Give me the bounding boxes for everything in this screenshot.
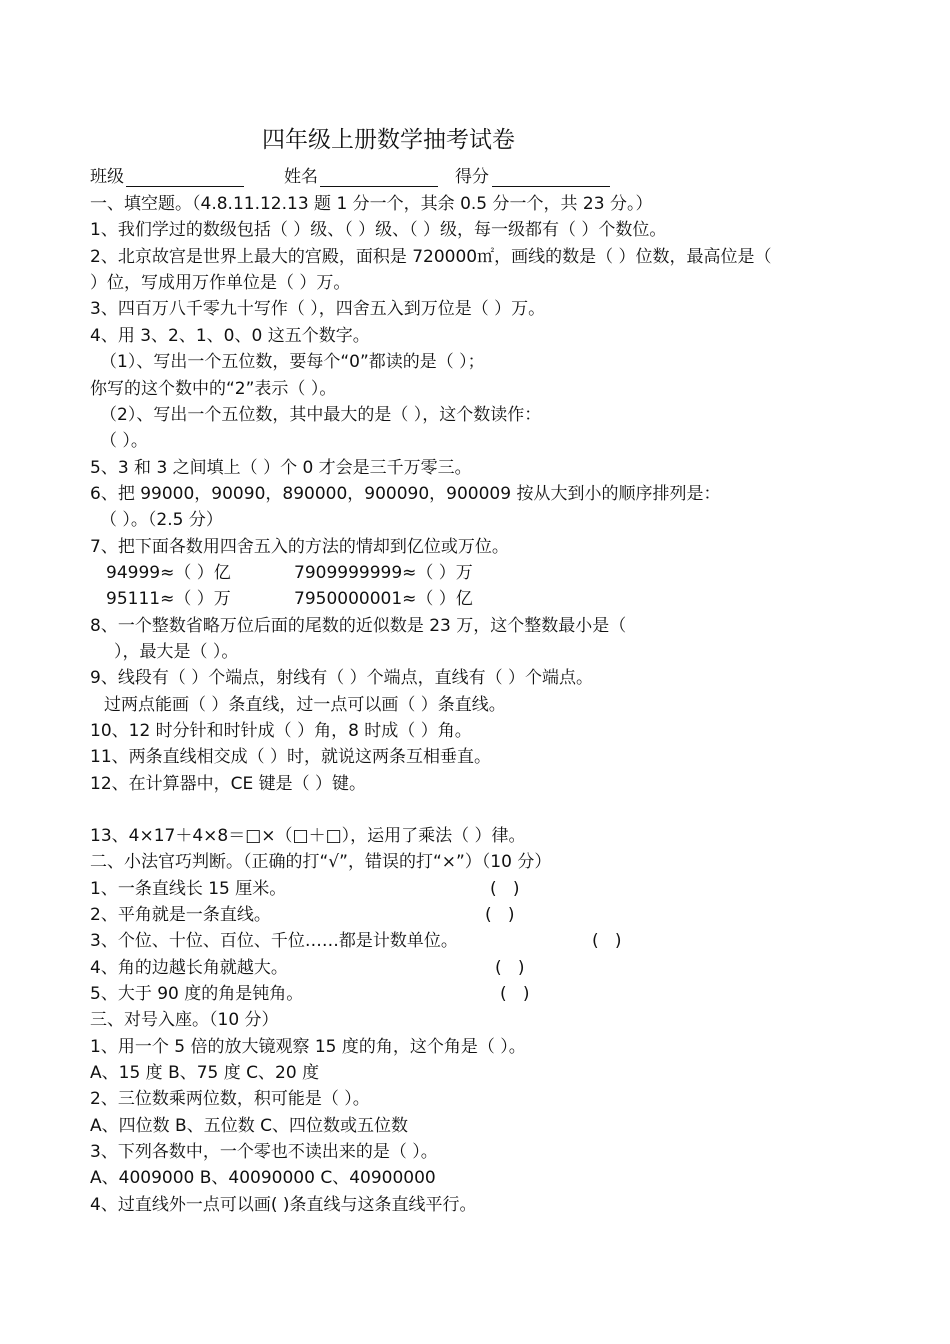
score-label: 得分 <box>455 167 489 187</box>
question-2-line2: ）位，写成用万作单位是（ ）万。 <box>90 273 351 293</box>
question-13: 13、4×17＋4×8＝□×（□＋□），运用了乘法（ ）律。 <box>90 826 526 846</box>
name-label: 姓名 <box>284 167 318 187</box>
question-2-line1: 2、北京故宫是世界上最大的宫殿，面积是 720000㎡，画线的数是（ ）位数，最高位是（ <box>90 247 772 267</box>
question-6-line2: （ ）。（2.5 分） <box>100 510 223 530</box>
question-11: 11、两条直线相交成（ ）时，就说这两条互相垂直。 <box>90 747 492 767</box>
class-label: 班级 <box>90 167 124 187</box>
judge-item-2: 2、平角就是一条直线。 <box>90 905 271 925</box>
question-7-item-1: 94999≈（ ）亿 <box>106 563 231 583</box>
name-blank[interactable] <box>320 186 438 187</box>
choice-question-4: 4、过直线外一点可以画( )条直线与这条直线平行。 <box>90 1195 477 1215</box>
question-5: 5、3 和 3 之间填上（ ）个 0 才会是三千万零三。 <box>90 458 472 478</box>
question-4-2-line1: （2）、写出一个五位数，其中最大的是（ ），这个数读作： <box>100 405 542 425</box>
page-title: 四年级上册数学抽考试卷 <box>262 127 515 153</box>
section2-heading: 二、小法官巧判断。（正确的打“√”，错误的打“×”）（10 分） <box>90 852 552 872</box>
judge-item-5: 5、大于 90 度的角是钝角。 <box>90 984 304 1004</box>
choice-options-2: A、四位数 B、五位数 C、四位数或五位数 <box>90 1116 408 1136</box>
question-7-item-4: 7950000001≈（ ）亿 <box>294 589 473 609</box>
score-blank[interactable] <box>492 186 610 187</box>
question-10: 10、12 时分针和时针成（ ）角，8 时成（ ）角。 <box>90 721 472 741</box>
question-8-line2: ），最大是（ ）。 <box>114 642 239 662</box>
question-4: 4、用 3、2、1、0、0 这五个数字。 <box>90 326 370 346</box>
question-1: 1、我们学过的数级包括（ ）级、（ ）级、（ ）级，每一级都有（ ）个数位。 <box>90 220 667 240</box>
judge-item-1: 1、一条直线长 15 厘米。 <box>90 879 287 899</box>
choice-question-1: 1、用一个 5 倍的放大镜观察 15 度的角，这个角是（ ）。 <box>90 1037 526 1057</box>
question-12: 12、在计算器中，CE 键是（ ）键。 <box>90 774 367 794</box>
judge-item-3: 3、个位、十位、百位、千位……都是计数单位。 <box>90 931 458 951</box>
question-3: 3、四百万八千零九十写作（ ），四舍五入到万位是（ ）万。 <box>90 299 546 319</box>
question-6-line1: 6、把 99000，90090，890000，900090，900009 按从大到小的顺序排列是： <box>90 484 721 504</box>
judge-paren-1[interactable]: ( ) <box>490 879 520 899</box>
question-7: 7、把下面各数用四舍五入的方法的情却到亿位或万位。 <box>90 537 509 557</box>
judge-paren-5[interactable]: ( ) <box>500 984 530 1004</box>
question-9-line2: 过两点能画（ ）条直线，过一点可以画（ ）条直线。 <box>104 695 506 715</box>
question-7-item-3: 95111≈（ ）万 <box>106 589 231 609</box>
choice-options-1: A、15 度 B、75 度 C、20 度 <box>90 1063 320 1083</box>
choice-options-3: A、4009000 B、40090000 C、40900000 <box>90 1168 436 1188</box>
judge-paren-2[interactable]: ( ) <box>485 905 515 925</box>
choice-question-2: 2、三位数乘两位数，积可能是（ ）。 <box>90 1089 370 1109</box>
judge-item-4: 4、角的边越长角就越大。 <box>90 958 288 978</box>
question-9-line1: 9、线段有（ ）个端点，射线有（ ）个端点，直线有（ ）个端点。 <box>90 668 594 688</box>
choice-question-3: 3、下列各数中，一个零也不读出来的是（ ）。 <box>90 1142 438 1162</box>
section1-heading: 一、填空题。（4.8.11.12.13 题 1 分一个，其余 0.5 分一个，共 23 分。） <box>90 194 653 214</box>
judge-paren-4[interactable]: ( ) <box>495 958 525 978</box>
judge-paren-3[interactable]: ( ) <box>592 931 622 951</box>
question-7-item-2: 7909999999≈（ ）万 <box>294 563 473 583</box>
question-4-1-line1: （1）、写出一个五位数，要每个“0”都读的是（ ）； <box>100 352 485 372</box>
question-8-line1: 8、一个整数省略万位后面的尾数的近似数是 23 万，这个整数最小是（ <box>90 616 627 636</box>
question-4-2-line2: （ ）。 <box>100 431 148 451</box>
class-blank[interactable] <box>126 186 244 187</box>
question-4-1-line2: 你写的这个数中的“2”表示（ ）。 <box>90 379 337 399</box>
section3-heading: 三、对号入座。（10 分） <box>90 1010 279 1030</box>
